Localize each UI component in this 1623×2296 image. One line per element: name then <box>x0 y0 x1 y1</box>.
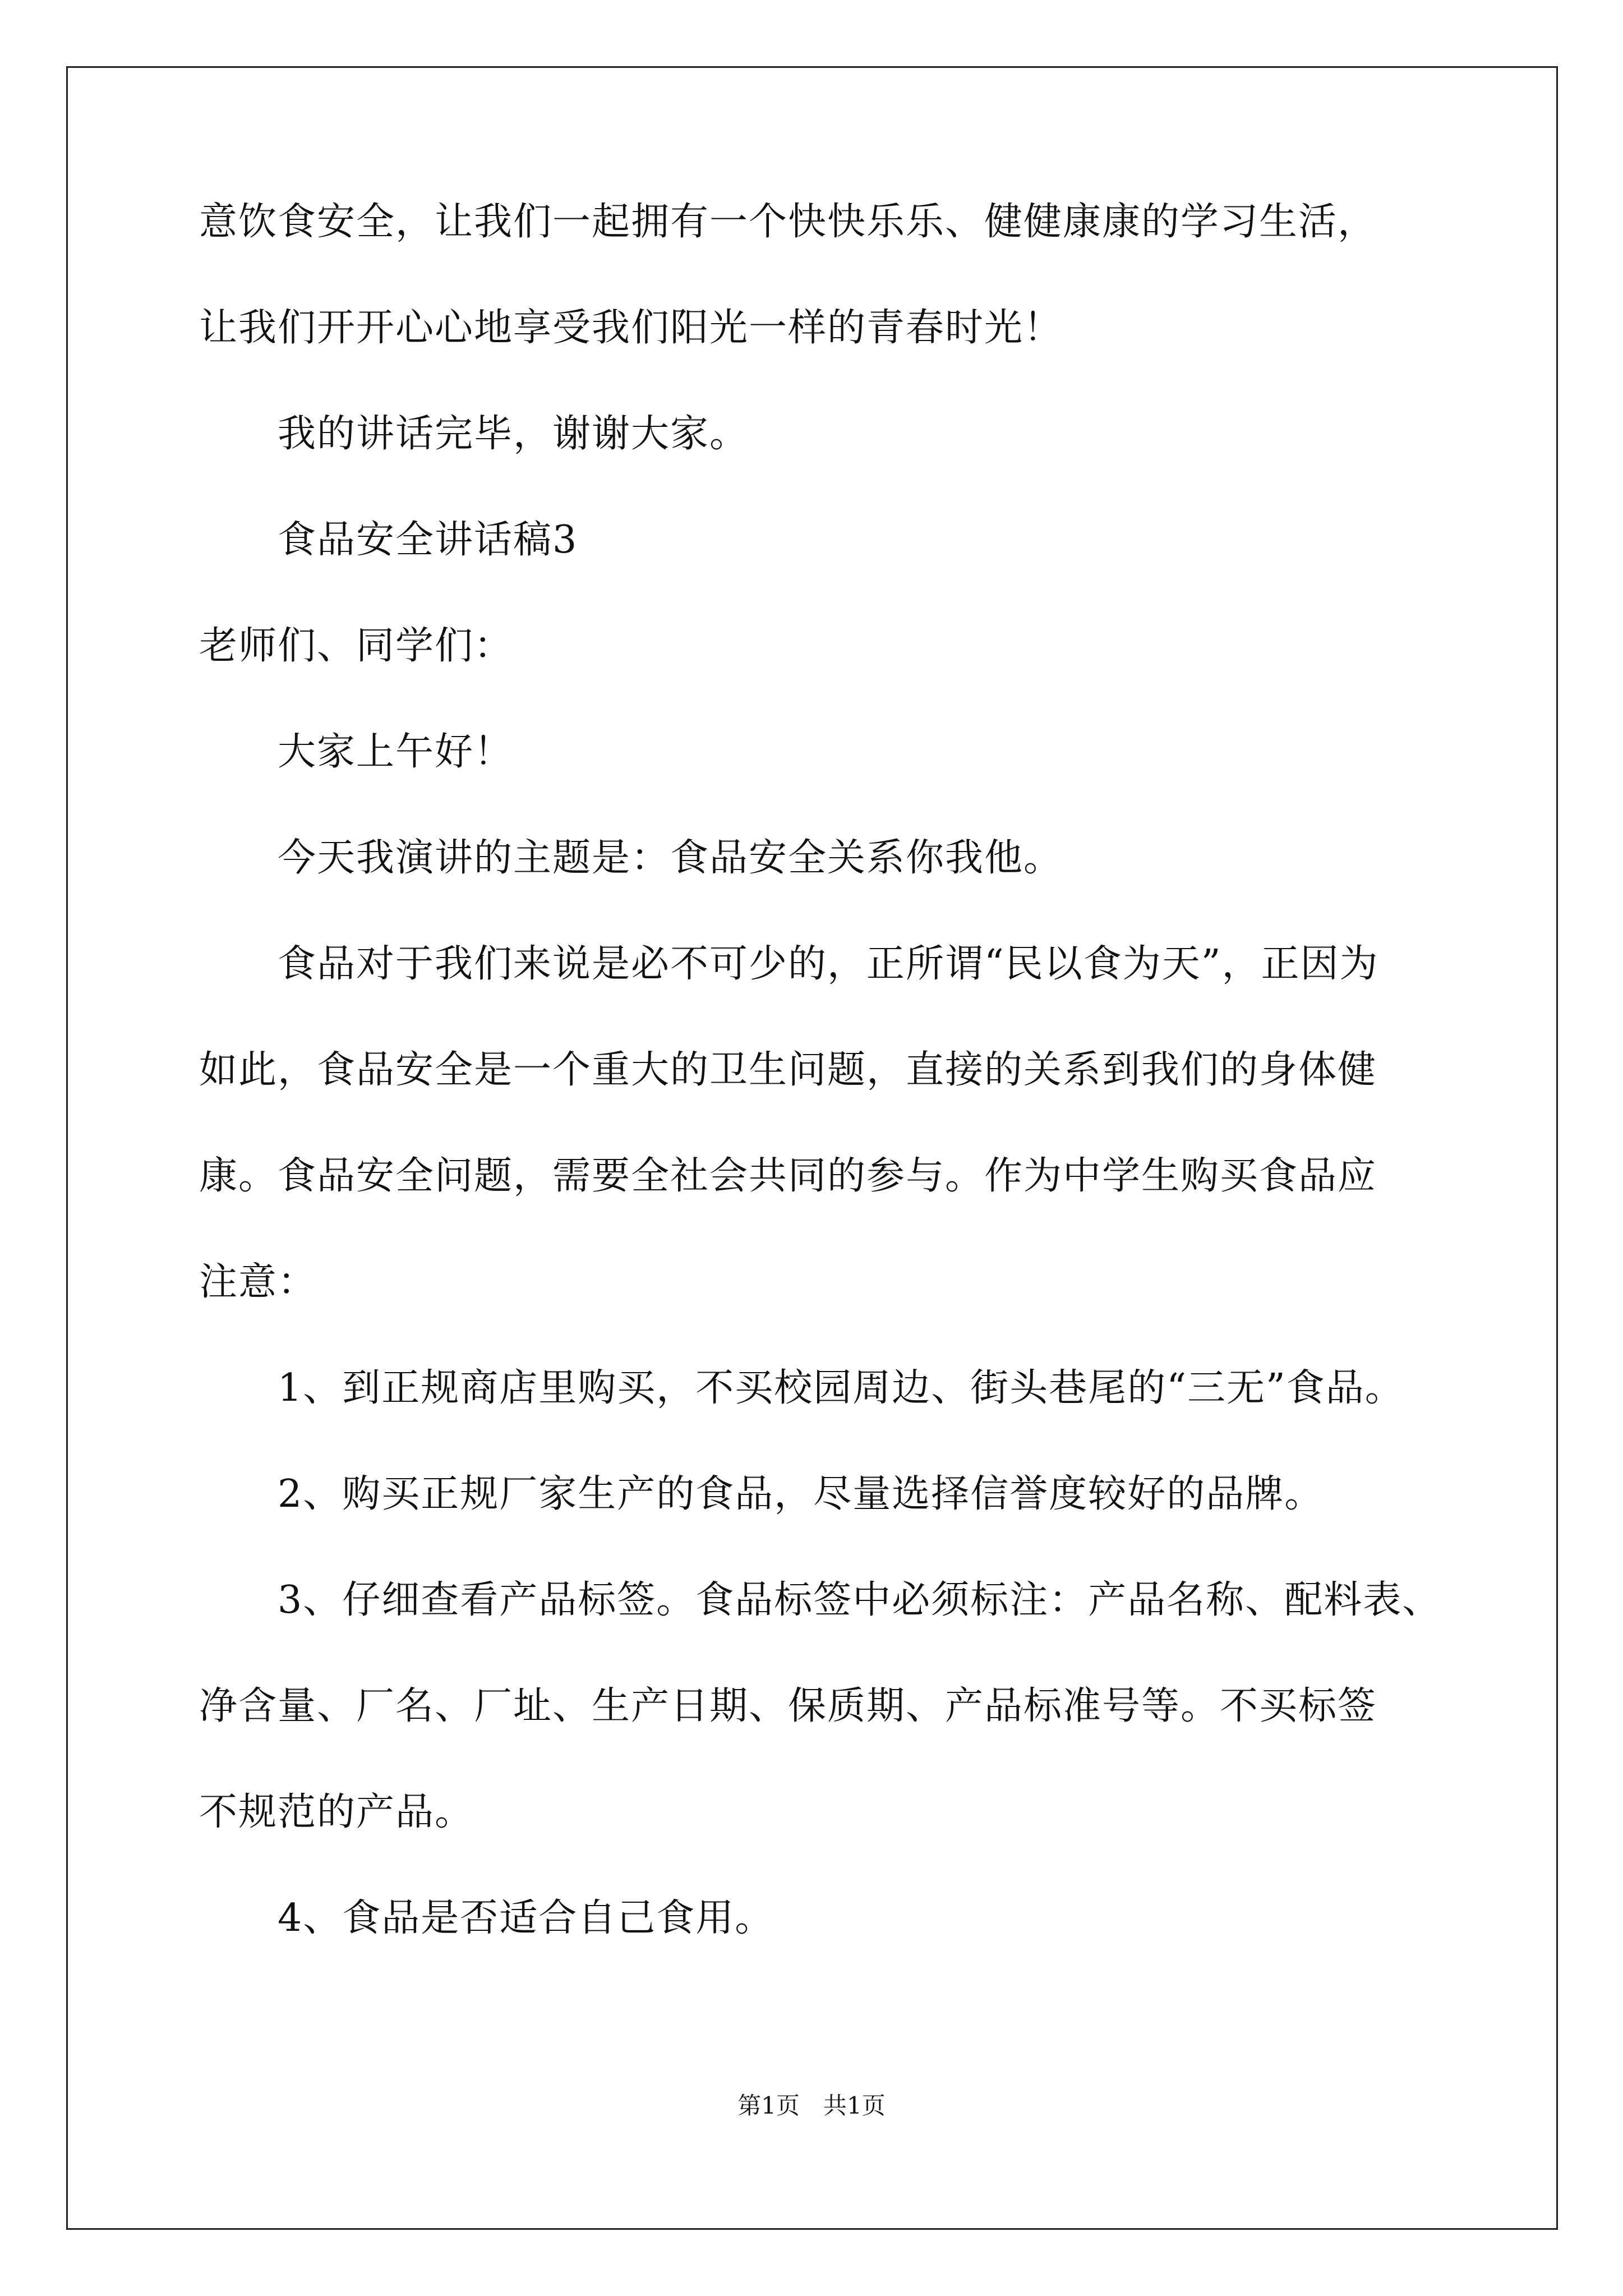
text-line-8: 食品对于我们来说是必不可少的，正所谓“民以食为天”，正因为 <box>278 942 1379 986</box>
text-line-7: 今天我演讲的主题是：食品安全关系你我他。 <box>278 836 1063 880</box>
text-line-9: 如此，食品安全是一个重大的卫生问题，直接的关系到我们的身体健 <box>199 1048 1377 1092</box>
list-item-3-cont-1: 净含量、厂名、厂址、生产日期、保质期、产品标准号等。不买标签 <box>199 1684 1377 1728</box>
section-heading: 食品安全讲话稿3 <box>278 518 578 562</box>
document-body <box>199 200 1442 2004</box>
list-item-2: 2、购买正规厂家生产的食品，尽量选择信誉度较好的品牌。 <box>278 1472 1324 1516</box>
greeting: 大家上午好！ <box>278 730 514 774</box>
list-item-3-cont-2: 不规范的产品。 <box>199 1790 474 1834</box>
list-item-3: 3、仔细查看产品标签。食品标签中必须标注：产品名称、配料表、 <box>278 1578 1442 1622</box>
page-number-footer: 第1页 共1页 <box>737 2092 886 2119</box>
text-line-1: 意饮食安全，让我们一起拥有一个快快乐乐、健健康康的学习生活， <box>199 200 1377 244</box>
list-item-1: 1、到正规商店里购买，不买校园周边、街头巷尾的“三无”食品。 <box>278 1366 1404 1410</box>
text-line-3: 我的讲话完毕，谢谢大家。 <box>278 412 749 456</box>
text-line-10: 康。食品安全问题，需要全社会共同的参与。作为中学生购买食品应 <box>199 1154 1377 1198</box>
list-item-4: 4、食品是否适合自己食用。 <box>278 1896 774 1940</box>
text-line-2: 让我们开开心心地享受我们阳光一样的青春时光！ <box>199 306 1063 350</box>
salutation: 老师们、同学们： <box>199 624 514 668</box>
text-line-11: 注意： <box>199 1260 317 1304</box>
